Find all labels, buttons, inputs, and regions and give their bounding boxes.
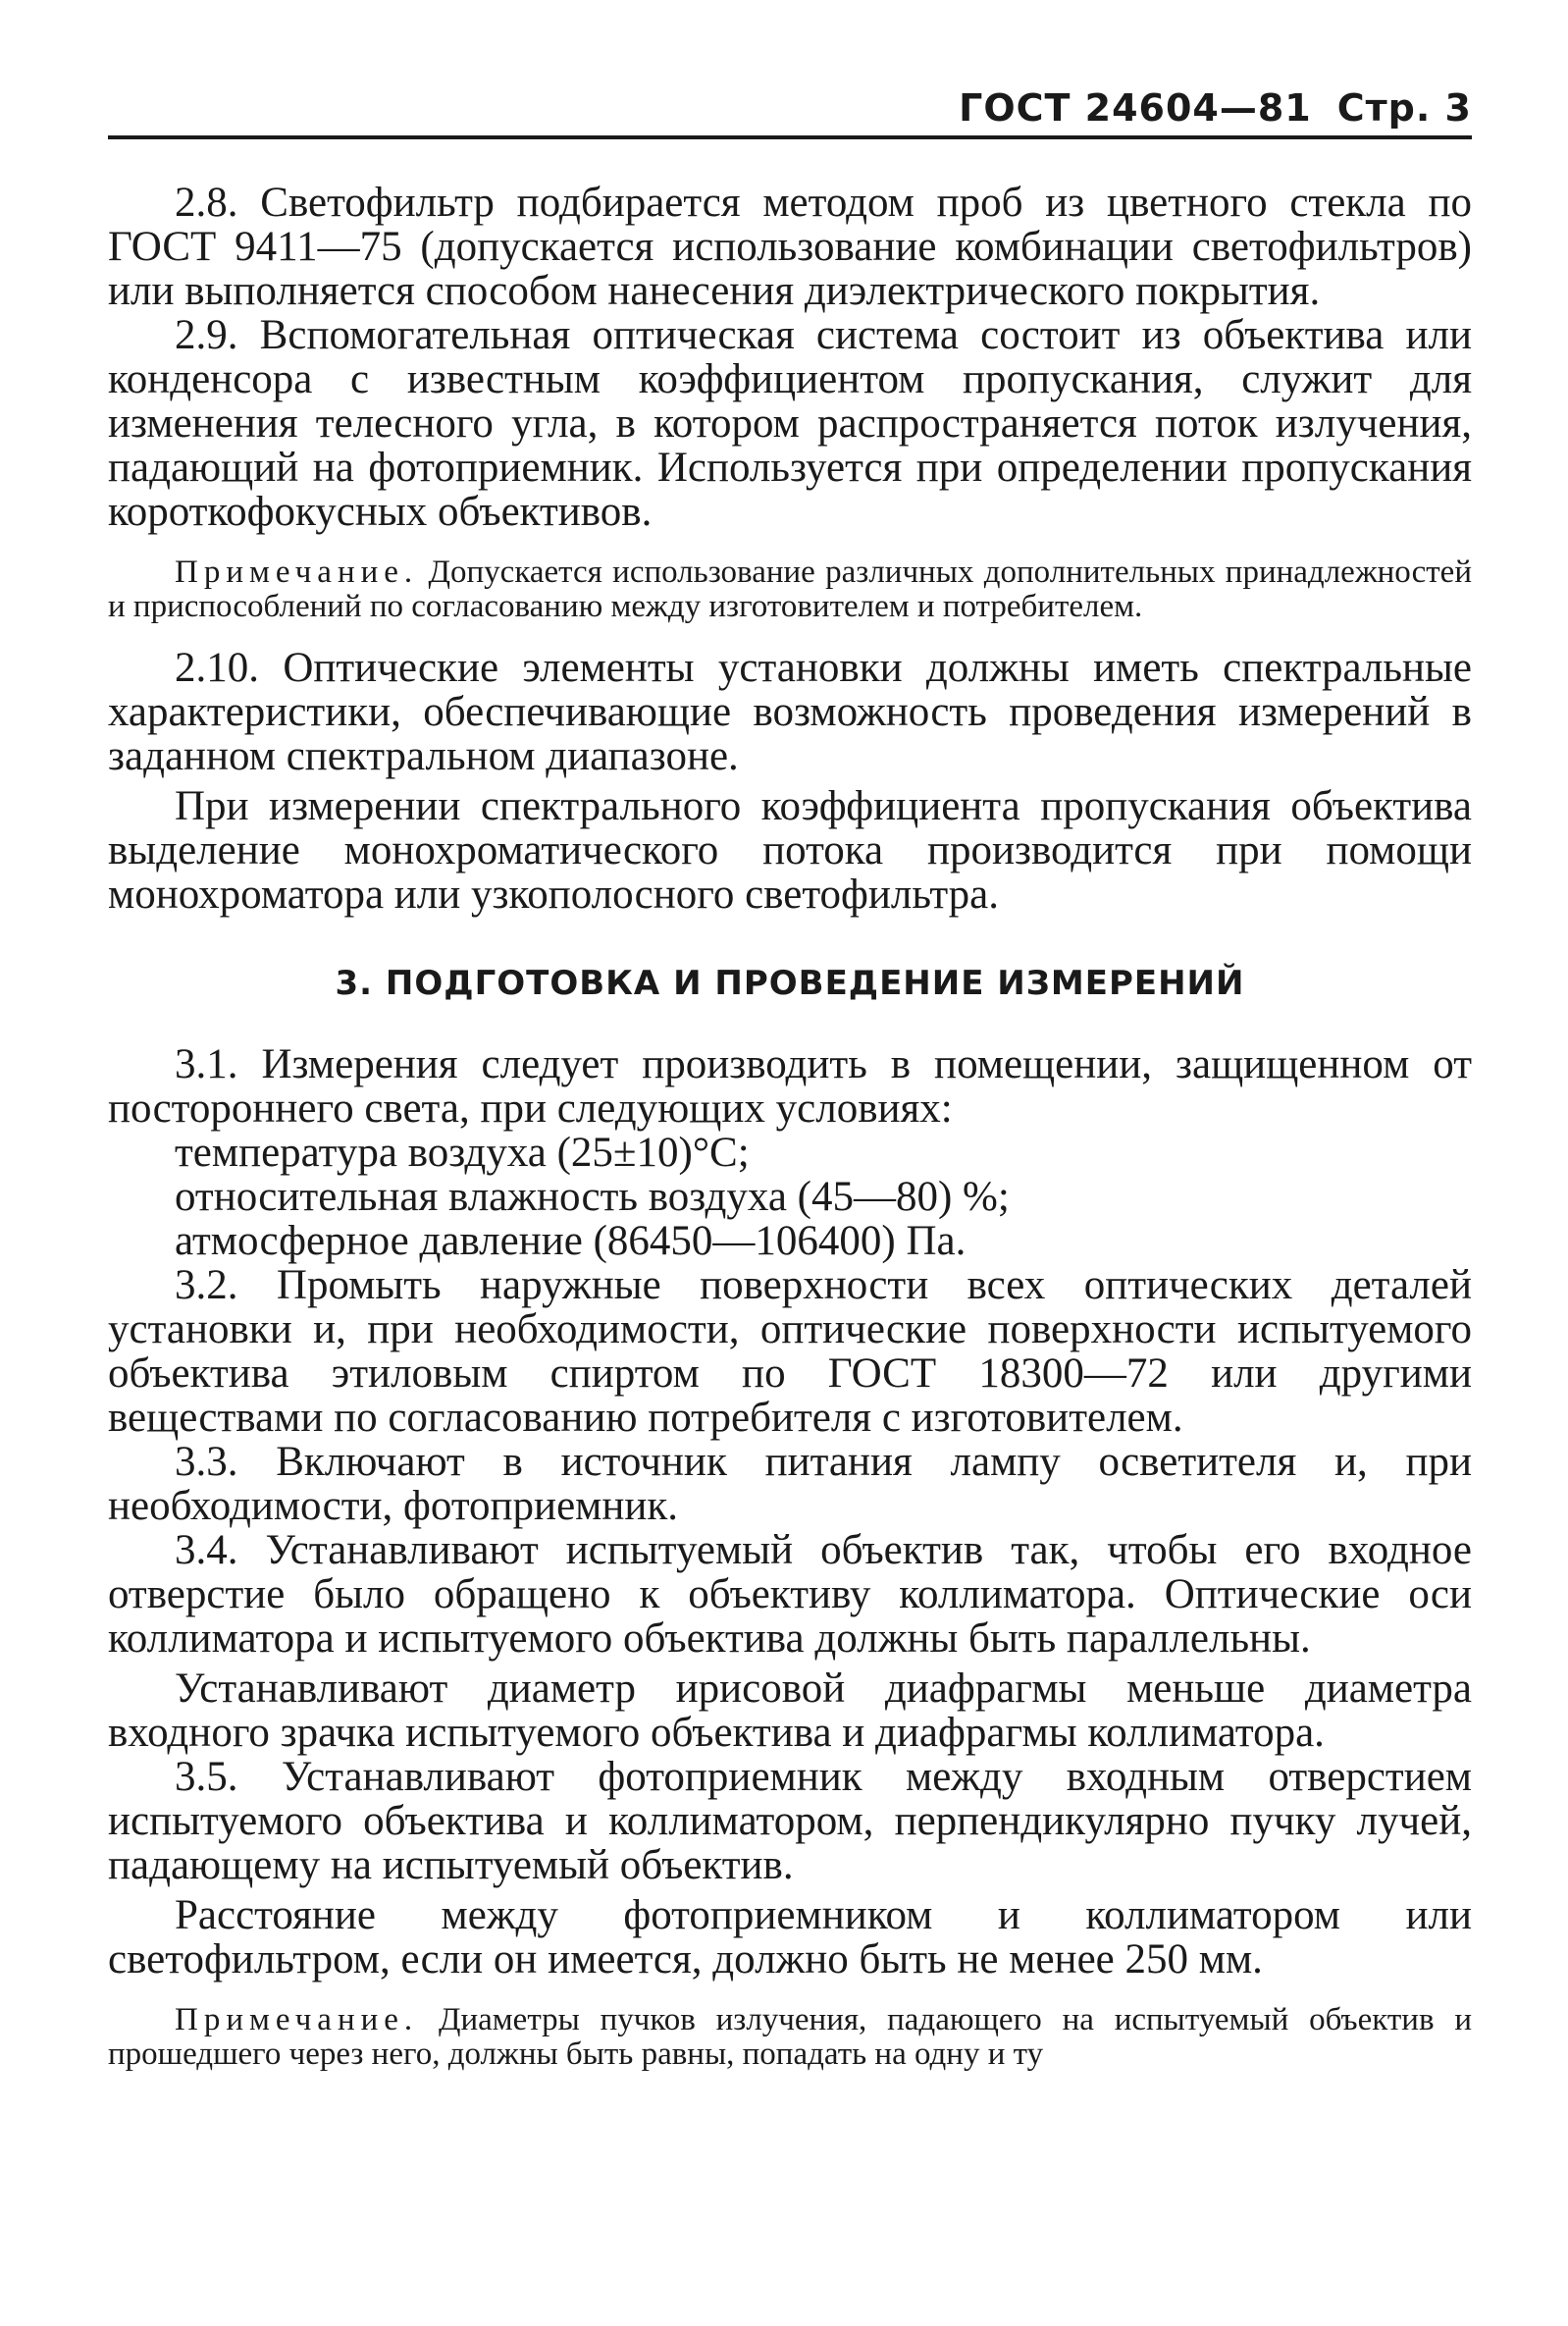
note-1-text: Допускается использование различных дополнительных принадлежностей и приспособлений по согласованию между изготовителем и потребителем. bbox=[108, 555, 1472, 624]
paragraph-3-4-continued: Устанавливают диаметр ирисовой диафрагмы меньше диаметра входного зрачка испытуемого объектива и диафрагмы коллиматора. bbox=[108, 1665, 1472, 1756]
paragraph-3-1: 3.1. Измерения следует производить в помещении, защищенном от постороннего света, при следующих условиях: bbox=[108, 1041, 1472, 1132]
paragraph-3-2: 3.2. Промыть наружные поверхности всех оптических деталей установки и, при необходимости, оптические поверхности испытуемого объектива этиловым спиртом по ГОСТ 18300—72 или другими веществами по согласованию потребителя с изготовителем. bbox=[108, 1262, 1472, 1441]
condition-humidity: относительная влажность воздуха (45—80) %; bbox=[175, 1174, 1010, 1220]
note-1-label: Примечание. bbox=[175, 555, 419, 590]
paragraph-3-5: 3.5. Устанавливают фотоприемник между входным отверстием испытуемого объектива и коллиматором, перпендикулярно пучку лучей, падающему на испытуемый объектив. bbox=[108, 1754, 1472, 1888]
paragraph-3-4: 3.4. Устанавливают испытуемый объектив так, чтобы его входное отверстие было обращено к объективу коллиматора. Оптические оси коллиматора и испытуемого объектива должны быть параллельны. bbox=[108, 1527, 1472, 1662]
condition-temperature: температура воздуха (25±10)°С; bbox=[175, 1130, 750, 1176]
page-indicator bbox=[1337, 86, 1472, 130]
paragraph-2-9: 2.9. Вспомогательная оптическая система состоит из объектива или конденсора с известным коэффициентом пропускания, служит для изменения телесного угла, в котором распространяется поток излучения, падающий на фотоприемник. Используется при определении пропускания короткофокусных объективов. bbox=[108, 312, 1472, 535]
paragraph-3-3: 3.3. Включают в источник питания лампу осветителя и, при необходимости, фотоприемник. bbox=[108, 1439, 1472, 1529]
condition-pressure: атмосферное давление (86450—106400) Па. bbox=[175, 1218, 967, 1264]
note-2-text: Диаметры пучков излучения, падающего на испытуемый объектив и прошедшего через него, должны быть равны, попадать на одну и ту bbox=[108, 2002, 1472, 2072]
note-2 bbox=[108, 2003, 1472, 2072]
paragraph-2-10-continued: При измерении спектрального коэффициента пропускания объектива выделение монохроматического потока производится при помощи монохроматора или узкополосного светофильтра. bbox=[108, 783, 1472, 918]
paragraph-3-5-continued: Расстояние между фотоприемником и коллиматором или светофильтром, если он имеется, должно быть не менее 250 мм. bbox=[108, 1892, 1472, 1982]
paragraph-2-8: 2.8. Светофильтр подбирается методом проб из цветного стекла по ГОСТ 9411—75 (допускается использование комбинации светофильтров) или выполняется способом нанесения диэлектрического покрытия. bbox=[108, 180, 1472, 314]
note-1 bbox=[108, 555, 1472, 624]
page-header bbox=[108, 86, 1472, 139]
note-2-label: Примечание. bbox=[175, 2002, 419, 2037]
page-label: Стр. bbox=[1336, 86, 1432, 130]
body-text bbox=[108, 181, 1472, 2072]
standard-number: ГОСТ 24604—81 bbox=[959, 86, 1312, 130]
paragraph-2-10: 2.10. Оптические элементы установки должны иметь спектральные характеристики, обеспечивающие возможность проведения измерений в заданном спектральном диапазоне. bbox=[108, 645, 1472, 779]
document-page bbox=[108, 86, 1472, 2093]
section-3-heading: 3. ПОДГОТОВКА И ПРОВЕДЕНИЕ ИЗМЕРЕНИЙ bbox=[335, 964, 1245, 1003]
page-number: 3 bbox=[1444, 86, 1472, 130]
